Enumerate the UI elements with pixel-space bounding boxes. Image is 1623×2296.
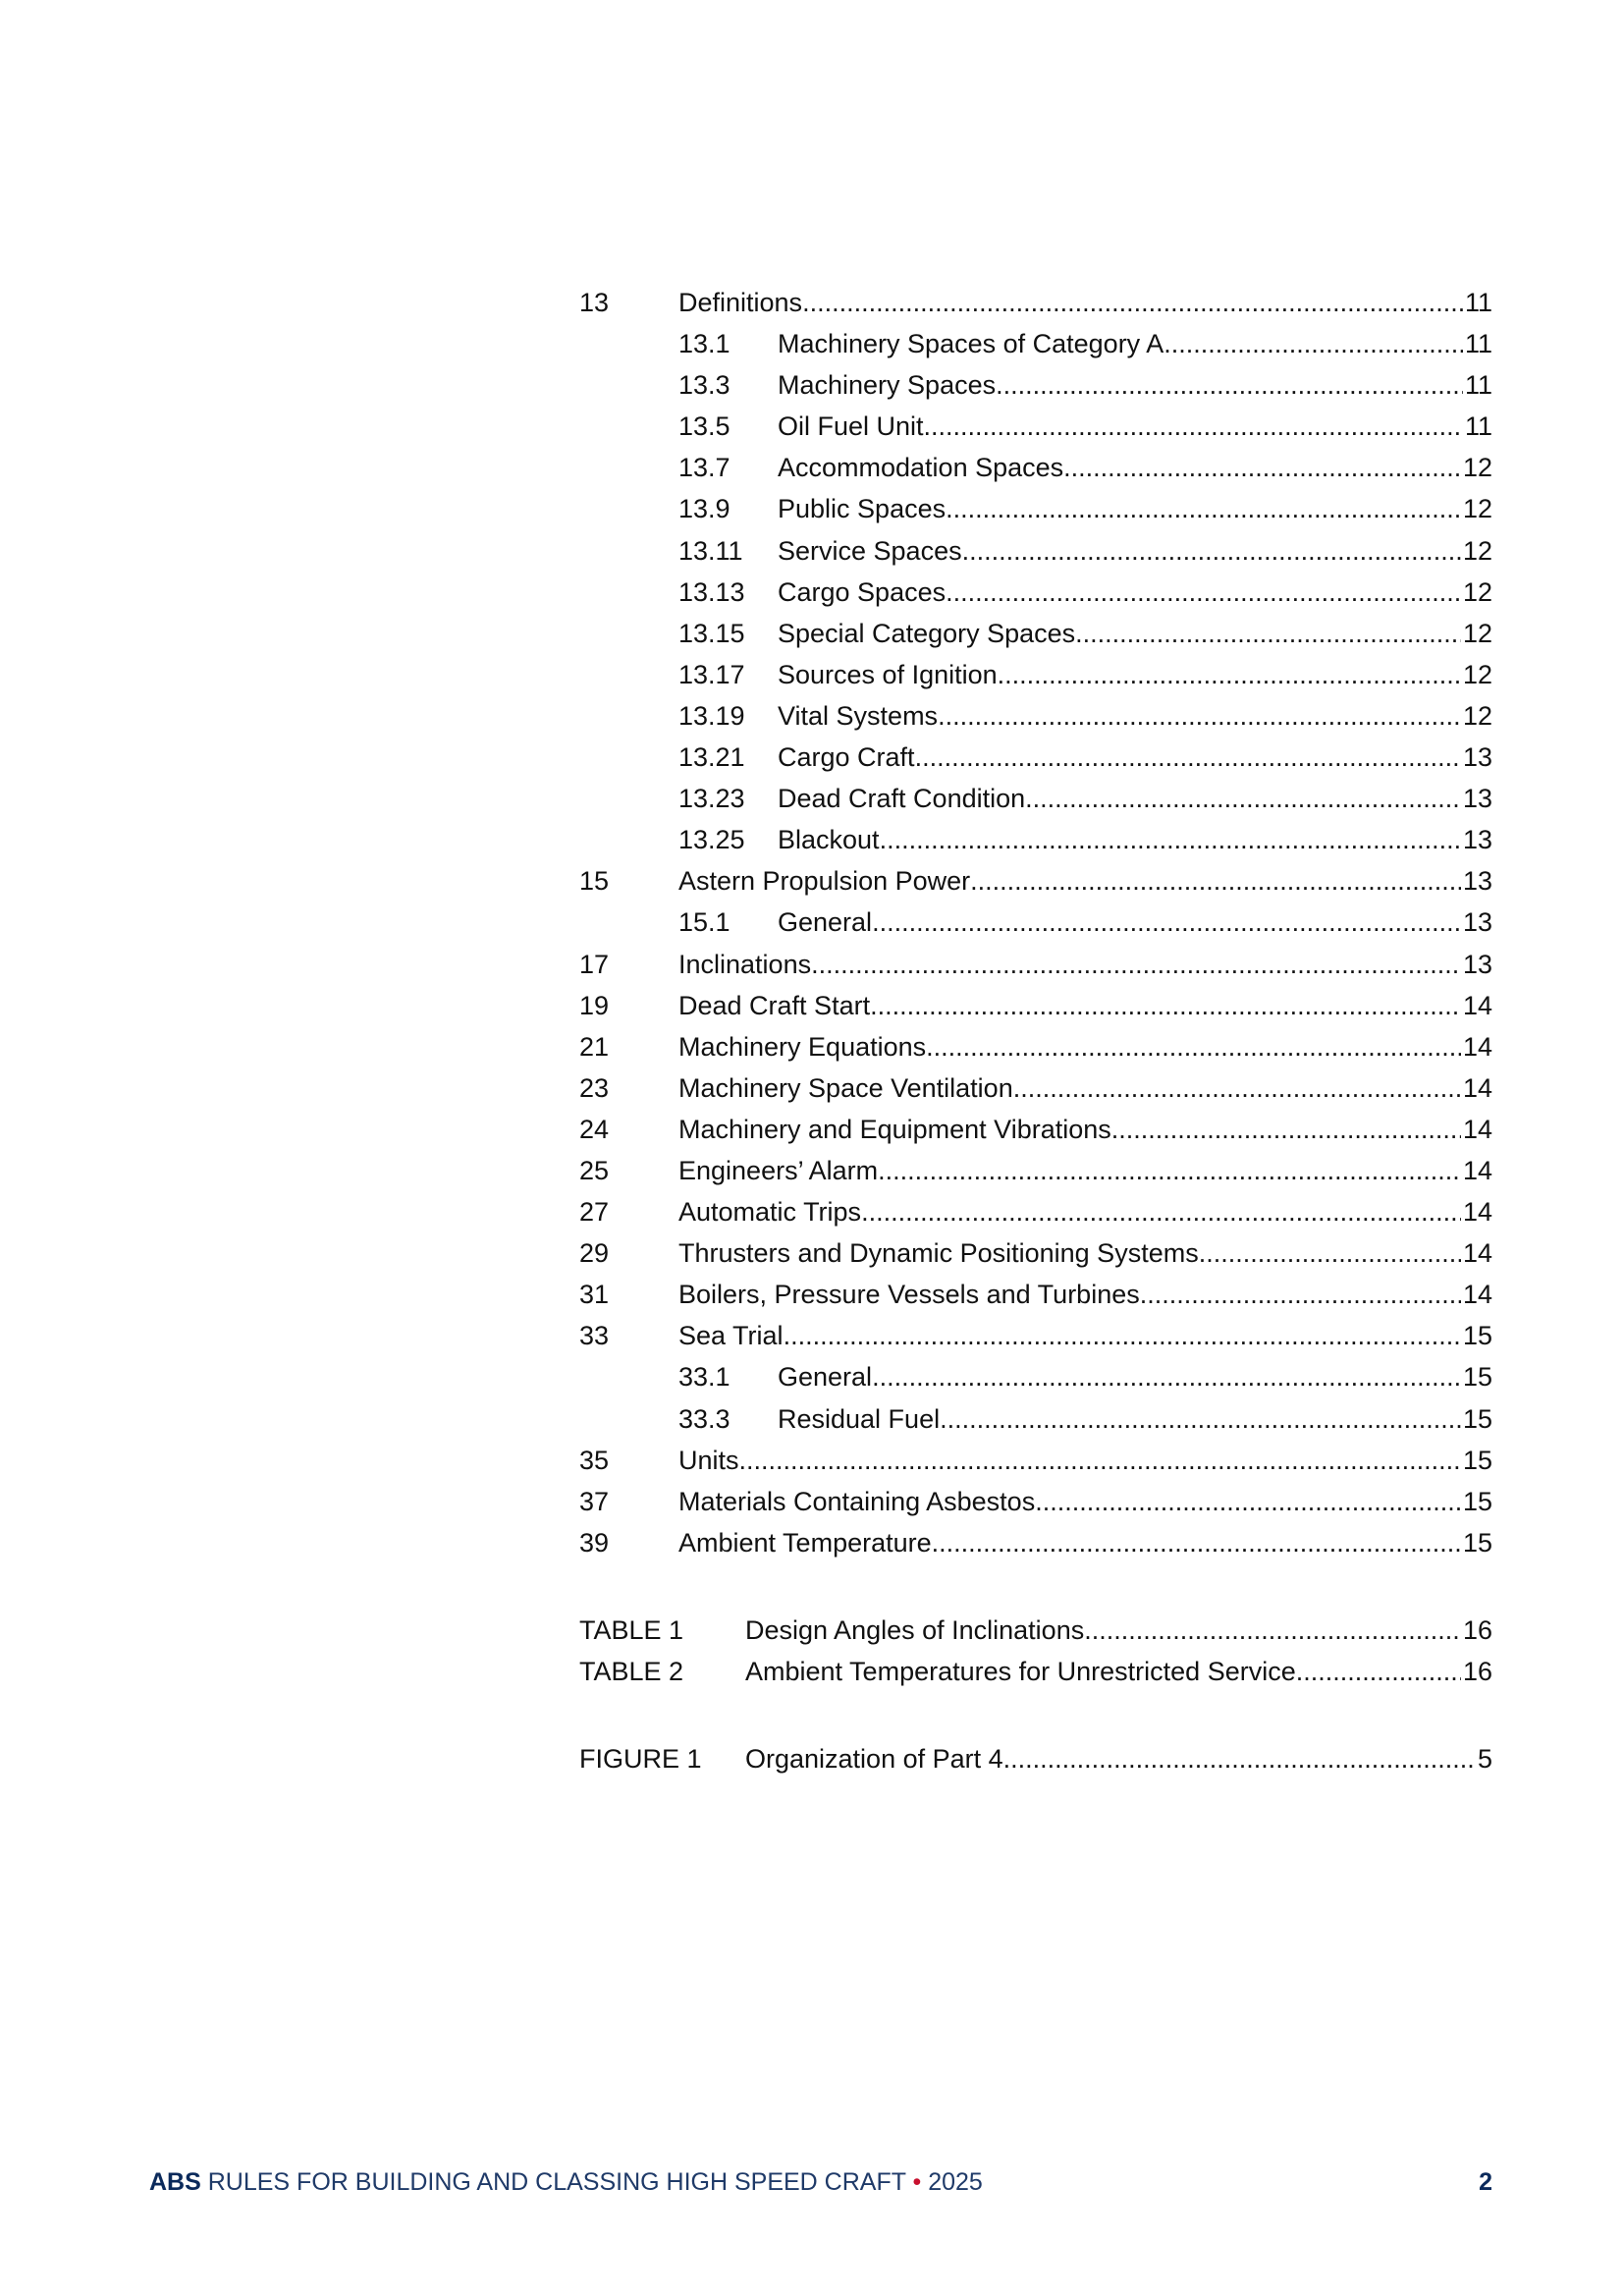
- dot-leader: [878, 1150, 1461, 1191]
- toc-entry-title: Cargo Craft: [778, 742, 915, 773]
- toc-entry-number: 33: [579, 1321, 610, 1351]
- toc-entry-page: 14: [1462, 1072, 1492, 1103]
- dot-leader: [938, 695, 1461, 737]
- toc-entry-line: [778, 778, 1492, 819]
- toc-entry-line: [778, 695, 1492, 737]
- toc-entry-number: 13.9: [678, 494, 730, 524]
- toc-entry-title: Public Spaces: [778, 494, 947, 524]
- toc-entry-line: [678, 1232, 1492, 1274]
- dot-leader: [1084, 1610, 1461, 1651]
- toc-entry-page: 12: [1462, 700, 1492, 731]
- dot-leader: [1199, 1232, 1461, 1274]
- footer-title: RULES FOR BUILDING AND CLASSING HIGH SPEED CRAFT: [207, 2168, 906, 2196]
- toc-entry[interactable]: [579, 282, 1492, 323]
- toc-entry[interactable]: [579, 530, 1492, 572]
- list-of-figures: [579, 1738, 1492, 1779]
- toc-entry-page: 13: [1462, 907, 1492, 938]
- toc-entry-number: 21: [579, 1031, 610, 1062]
- toc-entry-page: 15: [1462, 1445, 1492, 1475]
- toc-gap: [579, 1692, 1492, 1738]
- toc-entry-title: Oil Fuel Unit: [778, 411, 924, 442]
- toc-entry-page: 15: [1462, 1403, 1492, 1434]
- toc-entry[interactable]: [579, 944, 1492, 985]
- toc-entry[interactable]: [579, 488, 1492, 529]
- toc-entry-title: Service Spaces: [778, 535, 962, 566]
- toc-entry[interactable]: [579, 1522, 1492, 1563]
- toc-entry-number: 19: [579, 990, 610, 1020]
- toc-entry-number: 13.1: [678, 329, 730, 359]
- toc-entry-line: [678, 985, 1492, 1026]
- dot-leader: [998, 654, 1461, 695]
- toc-entry-number: 27: [579, 1197, 610, 1228]
- toc-entry-line: [778, 364, 1492, 406]
- toc-entry-line: [745, 1738, 1492, 1779]
- dot-leader: [946, 572, 1461, 613]
- footer-year: 2025: [928, 2168, 983, 2196]
- toc-entry-line: [678, 1026, 1492, 1067]
- toc-entry-line: [678, 944, 1492, 985]
- toc-entry-number: 13.21: [678, 742, 745, 773]
- toc-entry-line: [678, 1522, 1492, 1563]
- toc-entry-title: Machinery Equations: [678, 1031, 927, 1062]
- toc-entry-page: 13: [1462, 742, 1492, 773]
- toc-entry-number: 13.5: [678, 411, 730, 442]
- dot-leader: [1035, 1481, 1461, 1522]
- toc-entry-number: 13.3: [678, 370, 730, 401]
- toc-entry-page: 14: [1462, 1238, 1492, 1269]
- toc-entry-page: 15: [1462, 1527, 1492, 1558]
- toc-entry-number: 13.15: [678, 618, 745, 648]
- toc-entry-page: 16: [1462, 1657, 1492, 1686]
- toc-entry-page: 15: [1462, 1362, 1492, 1393]
- toc-entry[interactable]: [579, 654, 1492, 695]
- toc-entry-page: 12: [1462, 494, 1492, 524]
- toc-entry-line: [778, 323, 1492, 364]
- toc-entry-title: Dead Craft Start: [678, 990, 871, 1020]
- toc-entry-number: 13.25: [678, 825, 745, 855]
- toc-entry-page: 14: [1462, 1031, 1492, 1062]
- toc-entry-title: Design Angles of Inclinations: [745, 1614, 1085, 1645]
- toc-entry-title: Vital Systems: [778, 700, 939, 731]
- toc-entry[interactable]: [579, 613, 1492, 654]
- toc-entry[interactable]: [579, 1398, 1492, 1440]
- dot-leader: [872, 1356, 1461, 1397]
- toc-entry-title: Sources of Ignition: [778, 659, 998, 689]
- dot-leader: [1140, 1274, 1461, 1315]
- toc-entry-line: [678, 282, 1492, 323]
- toc-entry-number: 33.3: [678, 1403, 730, 1434]
- toc-entry-line: [678, 1067, 1492, 1109]
- toc-entry-line: [778, 1356, 1492, 1397]
- toc-entry-title: Ambient Temperature: [678, 1527, 932, 1558]
- toc-entry[interactable]: [579, 572, 1492, 613]
- dot-leader: [739, 1440, 1461, 1481]
- toc-entry-number: FIGURE 1: [579, 1744, 702, 1775]
- dot-leader: [996, 364, 1463, 406]
- toc-entry-page: 15: [1462, 1321, 1492, 1351]
- toc-entry-title: Thrusters and Dynamic Positioning Systems: [678, 1238, 1199, 1269]
- toc-entry-number: 29: [579, 1238, 610, 1269]
- toc-entry-number: 13.13: [678, 576, 745, 607]
- toc-entry[interactable]: [579, 902, 1492, 943]
- toc-entry-page: 13: [1462, 825, 1492, 855]
- toc-entry-page: 12: [1462, 576, 1492, 607]
- toc-entry-line: [778, 737, 1492, 778]
- dot-leader: [1003, 1738, 1476, 1779]
- toc-entry-number: 15.1: [678, 907, 730, 938]
- toc-entry-number: TABLE 1: [579, 1614, 684, 1645]
- dot-leader: [962, 530, 1461, 572]
- toc-entry-title: Organization of Part 4: [745, 1744, 1003, 1775]
- toc-entry-title: Definitions: [678, 288, 803, 317]
- toc-entry-title: Materials Containing Asbestos: [678, 1486, 1036, 1516]
- toc-entry-title: Special Category Spaces: [778, 618, 1076, 648]
- dot-leader: [784, 1315, 1461, 1356]
- toc-entry-title: General: [778, 907, 873, 938]
- toc-entry-number: 31: [579, 1280, 610, 1310]
- toc-entry-line: [778, 654, 1492, 695]
- toc-entry-page: 12: [1462, 535, 1492, 566]
- dot-leader: [802, 282, 1463, 323]
- toc-entry-line: [778, 447, 1492, 488]
- toc-entry-title: Dead Craft Condition: [778, 784, 1026, 814]
- toc-entry-number: 13.11: [678, 535, 743, 566]
- toc-entry-line: [778, 1398, 1492, 1440]
- toc-entry-page: 16: [1462, 1614, 1492, 1645]
- toc-entry-number: 13.17: [678, 659, 745, 689]
- toc-entry-title: Units: [678, 1445, 739, 1475]
- toc-entry-page: 11: [1464, 411, 1492, 442]
- dot-leader: [970, 860, 1461, 902]
- toc-entry-title: General: [778, 1362, 873, 1393]
- toc-entry-number: 39: [579, 1527, 610, 1558]
- toc-entry-page: 14: [1462, 1114, 1492, 1144]
- toc-entry[interactable]: [579, 1191, 1492, 1232]
- toc-entry[interactable]: [579, 1481, 1492, 1522]
- toc-entry-line: [778, 406, 1492, 447]
- toc-entry-number: 13: [579, 288, 610, 317]
- dot-leader: [932, 1522, 1461, 1563]
- toc-entry-page: 12: [1462, 453, 1492, 483]
- dot-leader: [880, 819, 1461, 860]
- toc-entry-title: Accommodation Spaces: [778, 453, 1064, 483]
- toc-entry-page: 12: [1462, 618, 1492, 648]
- footer-brand: ABS: [149, 2168, 201, 2196]
- toc-entry[interactable]: [579, 364, 1492, 406]
- toc-entry-title: Sea Trial: [678, 1321, 784, 1351]
- page-number: 2: [1479, 2168, 1492, 2196]
- dot-leader: [926, 1026, 1461, 1067]
- toc-entry-number: 13.7: [678, 453, 730, 483]
- toc-entry-title: Machinery Spaces: [778, 370, 997, 401]
- toc-entry-page: 11: [1464, 370, 1492, 401]
- toc-entry-number: 23: [579, 1072, 610, 1103]
- toc-entry[interactable]: [579, 1026, 1492, 1067]
- toc-entry-line: [678, 1440, 1492, 1481]
- toc-entry[interactable]: [579, 1315, 1492, 1356]
- toc-entry-number: 35: [579, 1445, 610, 1475]
- toc-entry-line: [778, 819, 1492, 860]
- dot-leader: [924, 406, 1463, 447]
- toc-entry-page: 12: [1462, 659, 1492, 689]
- toc-entry-line: [745, 1651, 1492, 1692]
- toc-entry[interactable]: [579, 1067, 1492, 1109]
- toc-entry[interactable]: [579, 737, 1492, 778]
- toc-entry-number: 15: [579, 866, 610, 897]
- toc-entry-title: Machinery and Equipment Vibrations: [678, 1114, 1111, 1144]
- toc-entry-page: 11: [1464, 329, 1492, 359]
- toc-entry-title: Engineers’ Alarm: [678, 1155, 879, 1185]
- toc-entry[interactable]: [579, 406, 1492, 447]
- toc-entry-number: 13.23: [678, 784, 745, 814]
- toc-entry[interactable]: [579, 323, 1492, 364]
- toc-entry-number: 17: [579, 949, 610, 979]
- dot-leader: [1063, 447, 1461, 488]
- toc-entry-line: [778, 902, 1492, 943]
- toc-entry-page: 13: [1462, 866, 1492, 897]
- toc-entry-number: 13.19: [678, 700, 745, 731]
- dot-leader: [1296, 1651, 1461, 1692]
- table-list-entry[interactable]: [579, 1651, 1492, 1692]
- toc-entry-title: Machinery Space Ventilation: [678, 1072, 1013, 1103]
- toc-entry-title: Automatic Trips: [678, 1197, 862, 1228]
- dot-leader: [1111, 1109, 1461, 1150]
- dot-leader: [1163, 323, 1463, 364]
- dot-leader: [1013, 1067, 1461, 1109]
- toc-entry-line: [678, 860, 1492, 902]
- toc-entry[interactable]: [579, 860, 1492, 902]
- toc-entry-line: [678, 1150, 1492, 1191]
- dot-leader: [1075, 613, 1461, 654]
- toc-entry-title: Blackout: [778, 825, 880, 855]
- page-footer: [149, 2162, 1492, 2202]
- table-list-entry[interactable]: [579, 1610, 1492, 1651]
- toc-entry-title: Residual Fuel: [778, 1403, 941, 1434]
- toc-entry-page: 5: [1477, 1744, 1492, 1775]
- toc-entry-page: 14: [1462, 1155, 1492, 1185]
- toc-entry-number: 37: [579, 1486, 610, 1516]
- toc-entry-line: [678, 1315, 1492, 1356]
- toc-entry-number: TABLE 2: [579, 1657, 684, 1686]
- toc-entry[interactable]: [579, 985, 1492, 1026]
- figure-list-entry[interactable]: [579, 1738, 1492, 1779]
- toc-entry-line: [778, 488, 1492, 529]
- table-of-contents: [579, 282, 1492, 1779]
- toc-entry-page: 13: [1462, 784, 1492, 814]
- toc-entry-page: 13: [1462, 949, 1492, 979]
- toc-entry[interactable]: [579, 695, 1492, 737]
- list-of-tables: [579, 1610, 1492, 1692]
- toc-entry[interactable]: [579, 1274, 1492, 1315]
- dot-leader: [870, 985, 1461, 1026]
- toc-entry-line: [678, 1109, 1492, 1150]
- toc-entry-page: 15: [1462, 1486, 1492, 1516]
- toc-gap: [579, 1563, 1492, 1610]
- dot-leader: [861, 1191, 1461, 1232]
- toc-entry-title: Ambient Temperatures for Unrestricted Service: [745, 1657, 1296, 1686]
- toc-entry[interactable]: [579, 1440, 1492, 1481]
- toc-entry-page: 11: [1464, 288, 1492, 317]
- toc-entry[interactable]: [579, 1232, 1492, 1274]
- toc-entry[interactable]: [579, 1109, 1492, 1150]
- dot-leader: [872, 902, 1461, 943]
- toc-entry-title: Cargo Spaces: [778, 576, 947, 607]
- toc-entry-number: 24: [579, 1114, 610, 1144]
- toc-entry-line: [678, 1274, 1492, 1315]
- toc-entry-line: [678, 1481, 1492, 1522]
- toc-entry-title: Astern Propulsion Power: [678, 866, 971, 897]
- dot-leader: [940, 1398, 1461, 1440]
- dot-leader: [811, 944, 1461, 985]
- toc-entry-title: Machinery Spaces of Category A: [778, 329, 1164, 359]
- toc-entry[interactable]: [579, 1150, 1492, 1191]
- toc-entry-line: [745, 1610, 1492, 1651]
- toc-entry-page: 14: [1462, 990, 1492, 1020]
- toc-entry-line: [778, 613, 1492, 654]
- toc-entry-page: 14: [1462, 1197, 1492, 1228]
- toc-entry[interactable]: [579, 778, 1492, 819]
- dot-leader: [1025, 778, 1461, 819]
- toc-entry-line: [778, 530, 1492, 572]
- toc-entry[interactable]: [579, 1356, 1492, 1397]
- footer-bullet: •: [912, 2168, 922, 2196]
- dot-leader: [946, 488, 1461, 529]
- toc-entry-title: Inclinations: [678, 949, 812, 979]
- toc-entry-line: [678, 1191, 1492, 1232]
- toc-entry-number: 33.1: [678, 1362, 730, 1393]
- toc-entry[interactable]: [579, 819, 1492, 860]
- toc-entry[interactable]: [579, 447, 1492, 488]
- toc-entry-line: [778, 572, 1492, 613]
- dot-leader: [915, 737, 1461, 778]
- toc-entry-title: Boilers, Pressure Vessels and Turbines: [678, 1280, 1140, 1310]
- toc-entry-number: 25: [579, 1155, 610, 1185]
- toc-entries: [579, 282, 1492, 1563]
- toc-entry-page: 14: [1462, 1280, 1492, 1310]
